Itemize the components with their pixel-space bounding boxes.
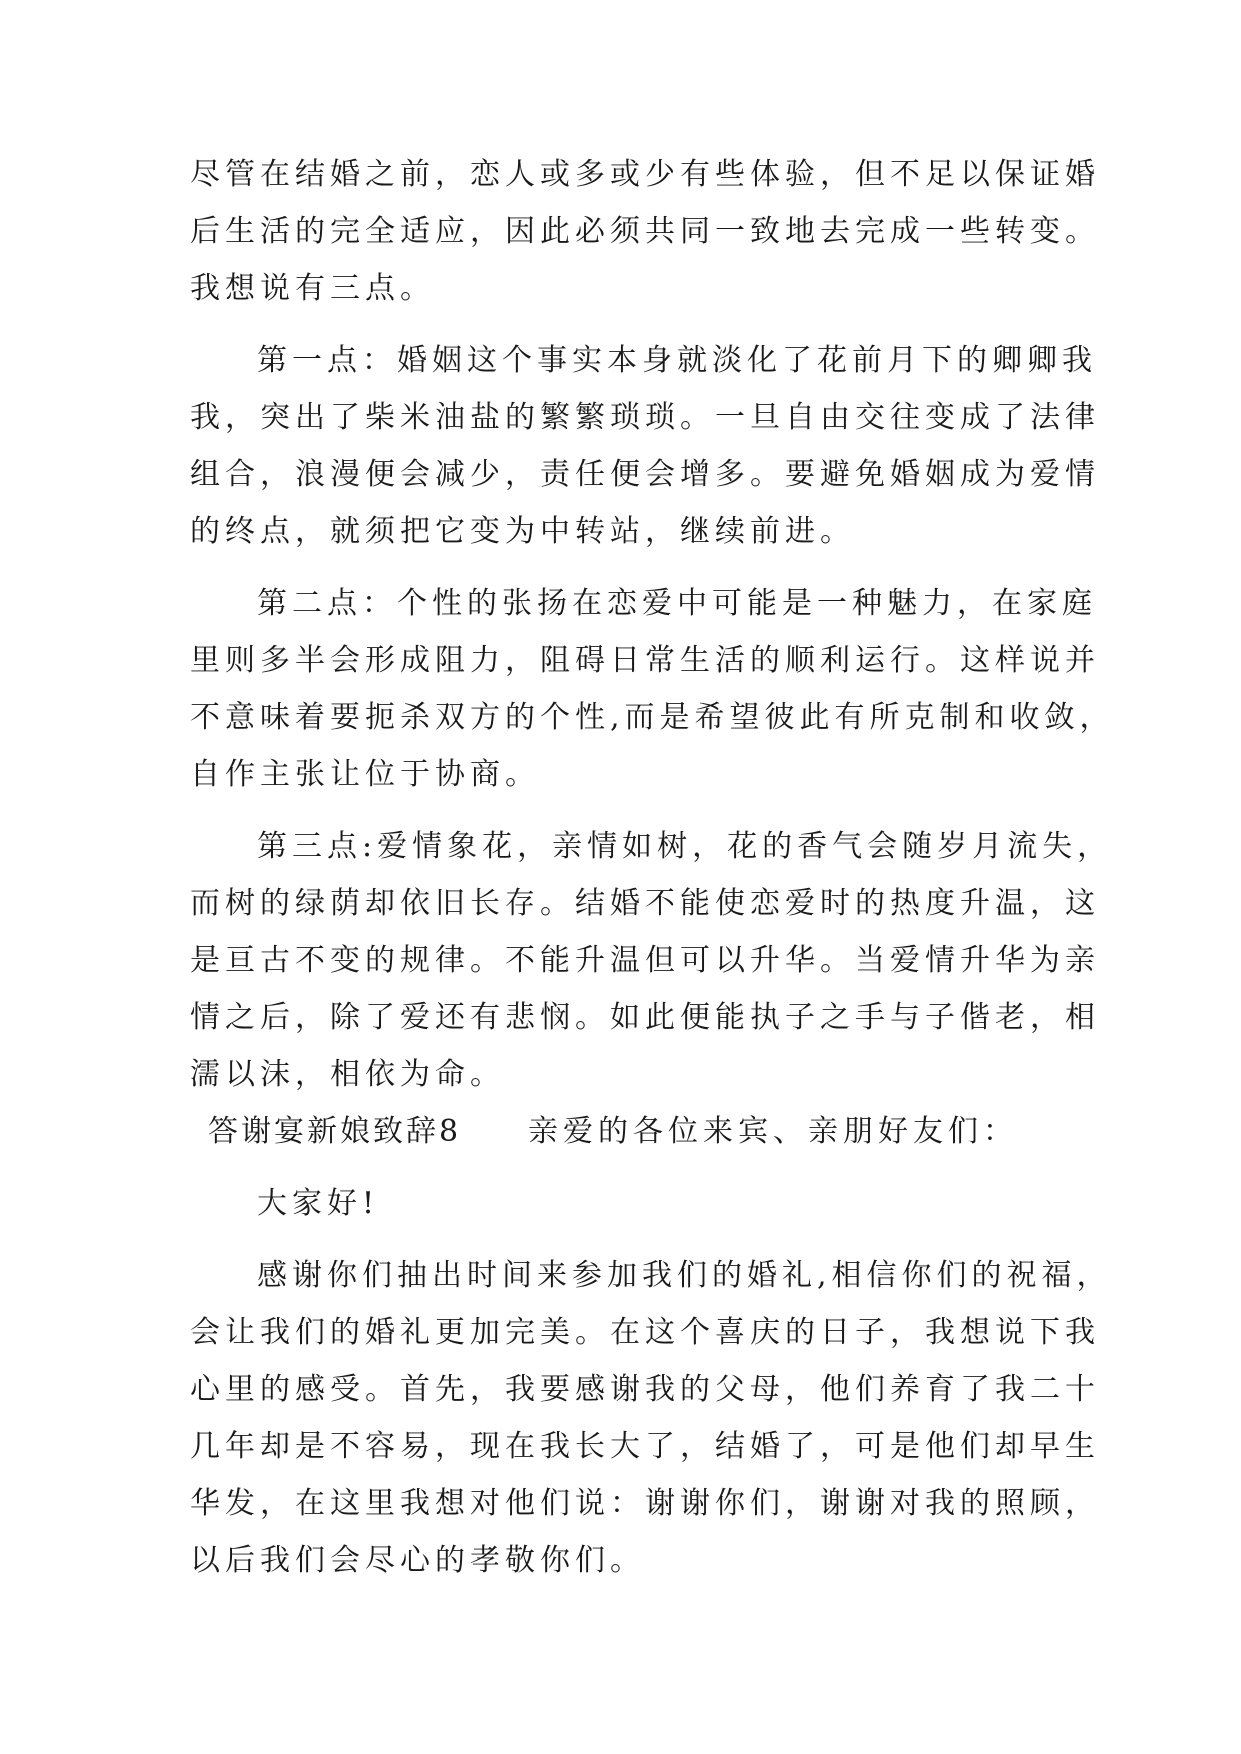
section-heading: 答谢宴新娘致辞8 [208,1114,462,1149]
paragraph-line: 尽管在结婚之前，恋人或多或少有些体验，但不足以保证婚 [190,157,1100,192]
paragraph-line: 感谢你们抽出时间来参加我们的婚礼,相信你们的祝福， [257,1258,1112,1293]
paragraph-line: 心里的感受。首先，我要感谢我的父母，他们养育了我二十 [190,1372,1100,1407]
paragraph-line: 以后我们会尽心的孝敬你们。 [190,1543,645,1578]
paragraph-line: 后生活的完全适应，因此必须共同一致地去完成一些转变。 [190,214,1100,249]
paragraph-line: 情之后，除了爱还有悲悯。如此便能执子之手与子偕老，相 [190,1000,1100,1035]
paragraph-line: 的终点，就须把它变为中转站，继续前进。 [190,514,855,549]
paragraph-line: 几年却是不容易，现在我长大了，结婚了，可是他们却早生 [190,1429,1100,1464]
paragraph-line: 组合，浪漫便会减少，责任便会增多。要避免婚姻成为爱情 [190,457,1100,492]
paragraph-line: 而树的绿荫却依旧长存。结婚不能使恋爱时的热度升温，这 [190,886,1100,921]
paragraph-line: 我想说有三点。 [190,271,435,306]
paragraph-line: 华发，在这里我想对他们说：谢谢你们，谢谢对我的照顾， [190,1486,1100,1521]
point-three-line: 第三点:爱情象花，亲情如树，花的香气会随岁月流失， [257,829,1113,864]
paragraph-line: 濡以沫，相依为命。 [190,1057,505,1092]
paragraph-line: 会让我们的婚礼更加完美。在这个喜庆的日子，我想说下我 [190,1315,1100,1350]
salutation: 亲爱的各位来宾、亲朋好友们： [528,1114,1018,1149]
point-two-line: 第二点：个性的张扬在恋爱中可能是一种魅力，在家庭 [257,586,1097,621]
paragraph-line: 不意味着要扼杀双方的个性,而是希望彼此有所克制和收敛， [190,700,1115,735]
point-one-line: 第一点：婚姻这个事实本身就淡化了花前月下的卿卿我 [257,343,1097,378]
paragraph-line: 是亘古不变的规律。不能升温但可以升华。当爱情升华为亲 [190,943,1100,978]
paragraph-line: 我，突出了柴米油盐的繁繁琐琐。一旦自由交往变成了法律 [190,400,1100,435]
greeting: 大家好! [257,1186,380,1221]
paragraph-line: 自作主张让位于协商。 [190,757,540,792]
paragraph-line: 里则多半会形成阻力，阻碍日常生活的顺利运行。这样说并 [190,643,1100,678]
